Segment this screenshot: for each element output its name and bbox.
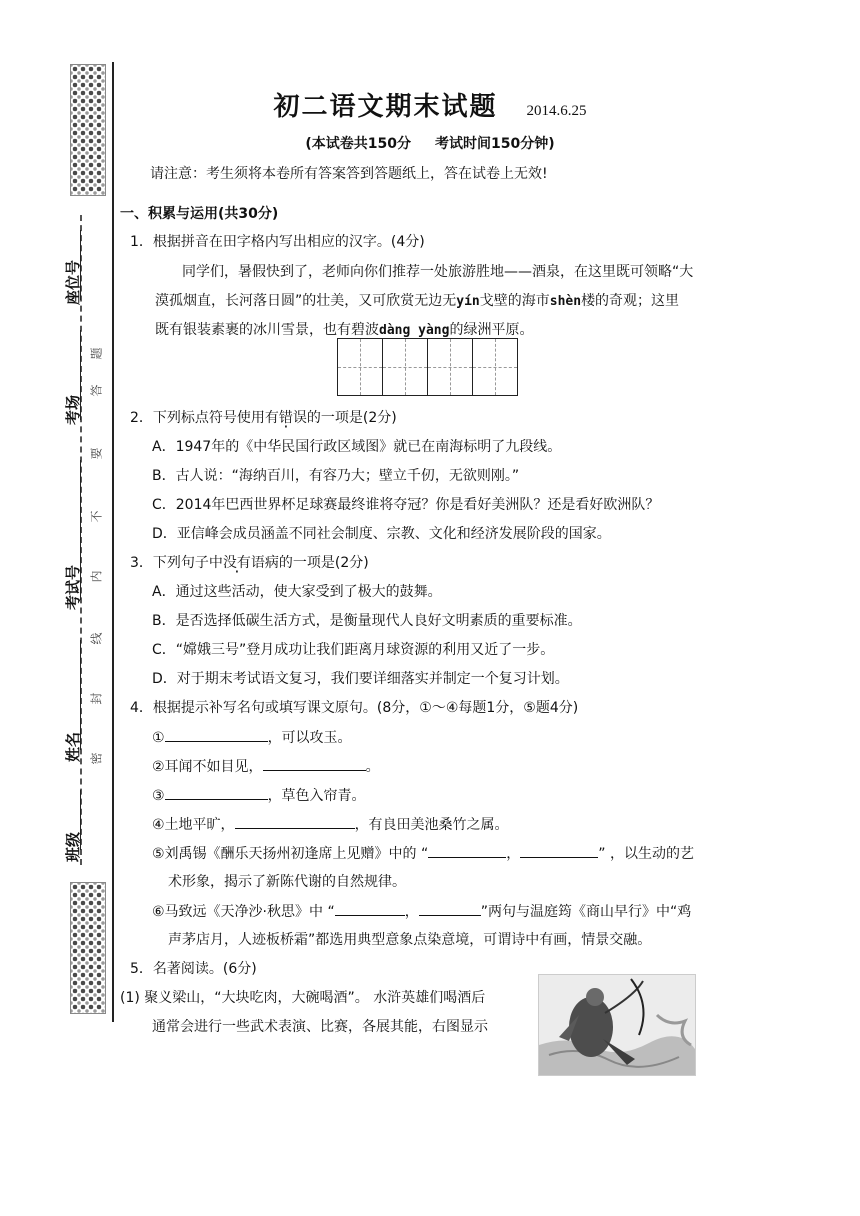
question-3-option-a: A．通过这些活动，使大家受到了极大的鼓舞。 bbox=[152, 584, 442, 600]
passage-text: 楼的奇观；这里 bbox=[581, 293, 680, 309]
emphasis-text: 有错误 bbox=[264, 410, 307, 426]
class-label: 班级 bbox=[64, 831, 82, 862]
question-2-stem bbox=[130, 408, 397, 428]
seat-number-label: 座位号 bbox=[64, 259, 82, 305]
question-1-passage-line-1: 同学们，暑假快到了，老师向你们推荐一处旅游胜地——酒泉，在这里既可领略“大 bbox=[182, 264, 694, 280]
binding-pattern-top bbox=[70, 64, 106, 196]
seal-char: 答 bbox=[89, 384, 104, 397]
student-name-label: 姓名 bbox=[64, 731, 82, 762]
seal-char: 封 bbox=[89, 692, 104, 705]
stem-text: 的一项是(2分) bbox=[306, 410, 397, 426]
question-3-option-b: B．是否选择低碳生活方式，是衡量现代人良好文明素质的重要标准。 bbox=[152, 613, 582, 629]
question-2-option-a: A．1947年的《中华民国行政区域图》就已在南海标明了九段线。 bbox=[152, 439, 562, 455]
binding-pattern-bottom bbox=[70, 882, 106, 1014]
item-text: 。 bbox=[365, 759, 380, 775]
fill-blank[interactable] bbox=[165, 785, 268, 800]
question-2-option-b: B．古人说：“海纳百川，有容乃大；壁立千仞，无欲则刚。” bbox=[152, 468, 520, 484]
seal-char: 内 bbox=[89, 570, 104, 583]
exam-room-blank bbox=[80, 330, 81, 420]
pinyin-2: shèn bbox=[549, 294, 582, 309]
question-5-passage-line-1: (1) 聚义梁山，“大块吃肉，大碗喝酒”。 水浒英雄们喝酒后 bbox=[120, 990, 486, 1006]
item-text: ③ bbox=[152, 788, 165, 804]
question-5-stem: 5．名著阅读。(6分) bbox=[130, 961, 257, 977]
passage-text: 的绿洲平原。 bbox=[449, 322, 534, 338]
question-4-item-4 bbox=[152, 814, 509, 835]
pinyin-3: dàng yàng bbox=[379, 323, 450, 338]
passage-text: 既有银装素裹的冰川雪景，也有碧波 bbox=[155, 322, 379, 338]
fill-blank[interactable] bbox=[263, 756, 366, 771]
fill-blank[interactable] bbox=[428, 843, 506, 858]
question-3-option-d: D．对于期末考试语文复习，我们要详细落实并制定一个复习计划。 bbox=[152, 671, 569, 687]
exam-date: 2014.6.25 bbox=[526, 103, 587, 119]
question-2-option-c: C．2014年巴西世界杯足球赛最终谁将夺冠？你是看好美洲队？还是看好欧洲队？ bbox=[152, 497, 660, 513]
question-3-stem bbox=[130, 553, 369, 573]
item-text: ， bbox=[404, 904, 419, 920]
pinyin-1: yín bbox=[456, 294, 480, 309]
seal-char: 线 bbox=[89, 632, 104, 645]
grid-cell[interactable] bbox=[427, 338, 473, 396]
passage-text: 漠孤烟直，长河落日圆”的壮美，又可欣赏无边无 bbox=[155, 293, 457, 309]
stem-text: 3．下列句子中 bbox=[130, 555, 223, 571]
question-4-item-6-cont: 声茅店月，人迹板桥霜”都选用典型意象点染意境，可谓诗中有画，情景交融。 bbox=[168, 932, 652, 948]
grid-cell[interactable] bbox=[472, 338, 518, 396]
class-blank bbox=[80, 790, 81, 850]
question-4-item-1 bbox=[152, 727, 352, 748]
student-name-blank bbox=[80, 640, 81, 750]
stem-text: 2．下列标点符号使用 bbox=[130, 410, 265, 426]
exam-info bbox=[0, 133, 860, 153]
item-text: ，草色入帘青。 bbox=[267, 788, 366, 804]
title-row bbox=[0, 86, 860, 123]
question-3-option-c: C．“嫦娥三号”登月成功让我们距离月球资源的利用又近了一步。 bbox=[152, 642, 555, 658]
seal-char: 密 bbox=[89, 752, 104, 765]
question-4-item-2 bbox=[152, 756, 380, 777]
question-4-item-5 bbox=[152, 843, 694, 864]
fill-blank[interactable] bbox=[520, 843, 598, 858]
grid-cell[interactable] bbox=[382, 338, 428, 396]
question-1-stem: 1．根据拼音在田字格内写出相应的汉字。(4分) bbox=[130, 234, 425, 250]
total-score: (本试卷共150分 bbox=[305, 136, 411, 152]
water-margin-illustration bbox=[538, 974, 696, 1076]
item-text: ， bbox=[506, 846, 521, 862]
section-heading: 一、积累与运用(共30分) bbox=[120, 206, 279, 222]
question-1-passage-line-2 bbox=[155, 291, 679, 312]
archer-sketch-icon bbox=[539, 975, 695, 1075]
fill-blank[interactable] bbox=[165, 727, 268, 742]
character-grid bbox=[338, 338, 518, 396]
exam-time: 考试时间150分钟) bbox=[435, 136, 555, 152]
fill-blank[interactable] bbox=[335, 901, 405, 916]
exam-room-label: 考场 bbox=[64, 394, 82, 425]
page-title: 初二语文期末试题 bbox=[273, 92, 498, 122]
emphasis-text: 没有 bbox=[222, 555, 251, 571]
question-4-item-5-cont: 术形象，揭示了新陈代谢的自然规律。 bbox=[168, 874, 406, 890]
item-text: ②耳闻不如目见， bbox=[152, 759, 263, 775]
item-text: ，可以攻玉。 bbox=[267, 730, 352, 746]
fill-blank[interactable] bbox=[419, 901, 481, 916]
seat-number-blank bbox=[80, 230, 81, 300]
question-2-option-d: D．亚信峰会成员涵盖不同社会制度、宗教、文化和经济发展阶段的国家。 bbox=[152, 526, 611, 542]
exam-number-label: 考试号 bbox=[64, 564, 82, 610]
item-text: ④土地平旷， bbox=[152, 817, 235, 833]
item-text: ”两句与温庭筠《商山早行》中“鸡 bbox=[480, 904, 692, 920]
seal-char: 题 bbox=[89, 347, 104, 360]
question-4-item-6 bbox=[152, 901, 691, 922]
item-text: ⑥马致远《天净沙·秋思》中 “ bbox=[152, 904, 335, 920]
item-text: ⑤刘禹锡《酬乐天扬州初逢席上见赠》中的 “ bbox=[152, 846, 429, 862]
seal-char: 不 bbox=[89, 510, 104, 523]
question-5-passage-line-2: 通常会进行一些武术表演、比赛，各展其能，右图显示 bbox=[152, 1019, 488, 1035]
item-text: ，有良田美池桑竹之属。 bbox=[354, 817, 509, 833]
seal-char: 要 bbox=[89, 447, 104, 460]
stem-text: 语病的一项是(2分) bbox=[250, 555, 369, 571]
passage-text: 戈壁的海市 bbox=[479, 293, 550, 309]
binding-solid-line bbox=[112, 62, 114, 1022]
exam-number-blank bbox=[80, 460, 81, 600]
fill-blank[interactable] bbox=[235, 814, 355, 829]
exam-notice: 请注意：考生须将本卷所有答案答到答题纸上，答在试卷上无效! bbox=[150, 166, 548, 182]
item-text: ① bbox=[152, 730, 165, 746]
question-4-stem: 4．根据提示补写名句或填写课文原句。(8分，①～④每题1分，⑤题4分) bbox=[130, 700, 579, 716]
grid-cell[interactable] bbox=[337, 338, 383, 396]
item-text: ” ，以生动的艺 bbox=[598, 846, 694, 862]
question-4-item-3 bbox=[152, 785, 366, 806]
